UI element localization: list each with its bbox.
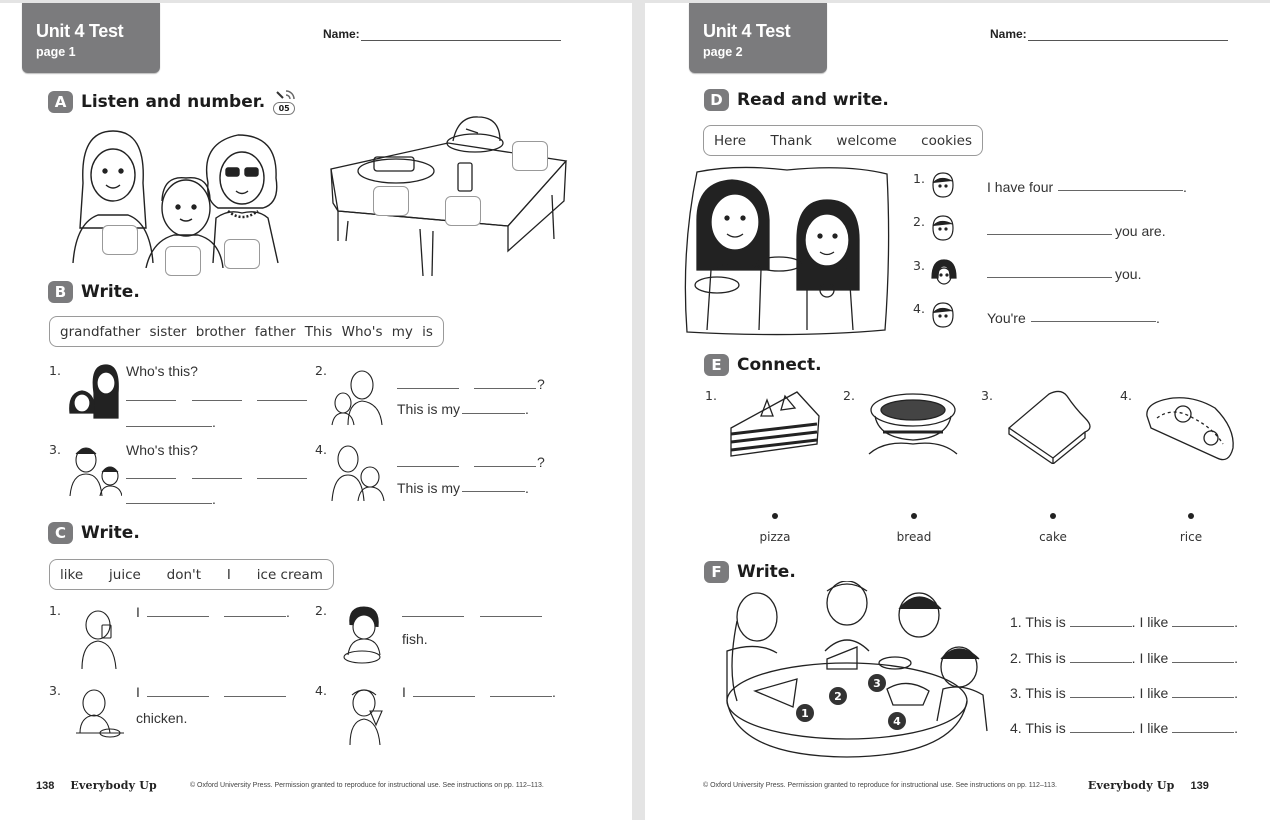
- answer-blank[interactable]: [257, 478, 307, 479]
- sentence-end: .: [1156, 310, 1160, 326]
- answer-blank[interactable]: [147, 696, 209, 697]
- word-bank-word: welcome: [836, 132, 897, 149]
- question-mark: ?: [537, 454, 545, 470]
- copyright-notice: © Oxford University Press. Permission granted to reproduce for instructional use. See instructions on pp. 112–113.: [189, 782, 544, 789]
- answer-blank[interactable]: [126, 503, 212, 504]
- unit-tab: [689, 3, 827, 73]
- section-title: Write.: [81, 523, 140, 543]
- sentence-start: I have four: [987, 179, 1054, 195]
- answer-blank[interactable]: [224, 616, 286, 617]
- word-bank-word: I: [226, 566, 231, 583]
- answer-blank[interactable]: [474, 388, 536, 389]
- answer-blank[interactable]: [397, 388, 459, 389]
- item-number: 4.: [1010, 720, 1022, 736]
- item-number: 4.: [913, 301, 925, 316]
- section-title: Read and write.: [737, 90, 889, 110]
- answer-blank[interactable]: [397, 466, 459, 467]
- word-bank-word: father: [254, 323, 296, 340]
- word-bank-word: ice cream: [256, 566, 323, 583]
- grandfather-boy-illustration: [330, 365, 385, 427]
- item-number: 4.: [315, 683, 327, 698]
- section-letter-badge: E: [704, 354, 729, 376]
- answer-box[interactable]: [165, 246, 201, 276]
- sentence-end: .: [1234, 614, 1239, 630]
- section-title: Write.: [737, 562, 796, 582]
- name-input-line[interactable]: [1028, 29, 1228, 41]
- answer-blank[interactable]: [1172, 687, 1234, 698]
- table-food-illustration: [328, 111, 568, 279]
- answer-box[interactable]: [445, 196, 481, 226]
- answer-blank[interactable]: [147, 616, 209, 617]
- section-e-heading: [704, 354, 822, 376]
- word-bank-word: Here: [714, 132, 747, 149]
- connect-dot[interactable]: [1050, 513, 1056, 519]
- answer-blank[interactable]: [413, 696, 475, 697]
- marker-3-icon: [867, 673, 887, 693]
- word-bank-word: Thank: [770, 132, 812, 149]
- answer-blank[interactable]: [1070, 687, 1132, 698]
- bread-picture: [1005, 388, 1097, 464]
- cake-picture: [727, 388, 823, 464]
- item-number: 1.: [49, 603, 61, 618]
- sentence-end: .: [1234, 720, 1239, 736]
- child-eating-chicken-illustration: [72, 685, 128, 743]
- marker-number: 3: [873, 677, 881, 690]
- item-number: 3.: [49, 442, 61, 457]
- word-bank: [49, 316, 444, 347]
- name-field: [990, 27, 1228, 41]
- worksheet-page-2: [645, 3, 1270, 820]
- brand-name: Everybody Up: [1087, 779, 1175, 792]
- sentence-start: I: [136, 684, 140, 700]
- brothers-illustration: [68, 444, 122, 496]
- item-number: 1.: [913, 171, 925, 186]
- sentence-end: .: [1234, 650, 1239, 666]
- answer-blank[interactable]: [192, 400, 242, 401]
- answer-blank[interactable]: [1070, 722, 1132, 733]
- name-label: Name:: [323, 27, 360, 41]
- kids-at-table-illustration: [697, 581, 997, 759]
- word-bank-word: grandfather: [60, 323, 141, 340]
- item-number: 2.: [843, 388, 855, 403]
- f-item-row: [1010, 685, 1238, 701]
- marker-number: 4: [893, 715, 901, 728]
- section-title: Write.: [81, 282, 140, 302]
- answer-blank[interactable]: [257, 400, 307, 401]
- answer-blank[interactable]: [126, 478, 176, 479]
- item-number: 1.: [49, 363, 61, 378]
- sentence-end: you.: [1115, 266, 1142, 282]
- word-bank-word: cookies: [921, 132, 972, 149]
- answer-blank[interactable]: [1070, 652, 1132, 663]
- marker-4-icon: [887, 711, 907, 731]
- question-mark: ?: [537, 376, 545, 392]
- sentence-end: .: [1234, 685, 1239, 701]
- item-number: 1.: [705, 388, 717, 403]
- answer-blank[interactable]: [1058, 190, 1183, 191]
- name-field: [323, 27, 561, 41]
- page-number: 139: [1190, 779, 1209, 792]
- answer-blank[interactable]: [474, 466, 536, 467]
- section-letter-badge: A: [48, 91, 73, 113]
- connect-dot[interactable]: [911, 513, 917, 519]
- father-girl-illustration: [330, 443, 385, 501]
- answer-blank[interactable]: [462, 413, 525, 414]
- sentence-middle: . I like: [1131, 614, 1169, 630]
- word-bank-word: Who's: [341, 323, 383, 340]
- f-item-row: [1010, 614, 1238, 630]
- word-bank: [49, 559, 334, 590]
- unit-title: Unit 4 Test: [36, 21, 124, 41]
- name-input-line[interactable]: [361, 29, 561, 41]
- marker-number: 2: [834, 690, 842, 703]
- unit-tab: [22, 3, 160, 73]
- section-c-heading: [48, 522, 140, 544]
- word-bank-word: don't: [166, 566, 202, 583]
- prompt-text: Who's this?: [126, 363, 198, 379]
- word-bank-word: sister: [149, 323, 187, 340]
- answer-blank[interactable]: [126, 400, 176, 401]
- sentence-start: This is: [1025, 650, 1066, 666]
- f-item-row: [1010, 650, 1238, 666]
- page-label: page 1: [36, 45, 76, 59]
- item-number: 2.: [315, 363, 327, 378]
- unit-title: Unit 4 Test: [703, 21, 791, 41]
- answer-blank[interactable]: [126, 426, 212, 427]
- sentence-end: .: [1183, 179, 1187, 195]
- word-bank-word: juice: [109, 566, 141, 583]
- answer-blank[interactable]: [1070, 616, 1132, 627]
- answer-blank[interactable]: [462, 491, 525, 492]
- marker-1-icon: [795, 703, 815, 723]
- page-footer: [703, 779, 1209, 792]
- name-label: Name:: [990, 27, 1027, 41]
- word-bank-word: my: [391, 323, 413, 340]
- sentence-start: This is: [1025, 614, 1066, 630]
- copyright-notice: © Oxford University Press. Permission granted to reproduce for instructional use. See instructions on pp. 112–113.: [703, 782, 1057, 789]
- sentence-middle: . I like: [1131, 720, 1169, 736]
- word-bank-word: This: [304, 323, 333, 340]
- item-number: 2.: [315, 603, 327, 618]
- section-title: Connect.: [737, 355, 822, 375]
- sentence-start: This is: [1025, 720, 1066, 736]
- prompt-text: Who's this?: [126, 442, 198, 458]
- section-d-heading: [704, 89, 889, 111]
- sentence-start: This is: [1025, 685, 1066, 701]
- answer-blank[interactable]: [480, 616, 542, 617]
- item-number: 2.: [1010, 650, 1022, 666]
- sentence-end: fish.: [402, 631, 428, 647]
- item-number: 4.: [1120, 388, 1132, 403]
- word-bank-word: brother: [195, 323, 246, 340]
- section-f-heading: [704, 561, 796, 583]
- audio-track-number: 05: [273, 102, 295, 115]
- child-eating-fish-illustration: [338, 605, 394, 667]
- answer-blank[interactable]: [1172, 722, 1234, 733]
- answer-box[interactable]: [224, 239, 260, 269]
- sentence-prefix: This is my: [397, 401, 460, 417]
- girl-face-icon: [930, 301, 956, 331]
- food-word: rice: [1179, 530, 1203, 544]
- child-drinking-juice-illustration: [72, 605, 128, 669]
- answer-blank[interactable]: [1172, 616, 1234, 627]
- item-number: 2.: [913, 214, 925, 229]
- food-word: pizza: [759, 530, 791, 544]
- section-title: Listen and number.: [81, 92, 266, 112]
- child-eating-ice-cream-illustration: [338, 685, 394, 745]
- sentence-start: I: [136, 604, 140, 620]
- answer-blank[interactable]: [490, 696, 552, 697]
- page-number: 138: [36, 779, 55, 792]
- item-number: 3.: [981, 388, 993, 403]
- sisters-illustration: [68, 363, 120, 421]
- f-item-row: [1010, 720, 1238, 736]
- item-number: 3.: [49, 683, 61, 698]
- word-bank-word: like: [60, 566, 84, 583]
- sentence-end: chicken.: [136, 710, 188, 726]
- marker-number: 1: [801, 707, 809, 720]
- rice-bowl-picture: [865, 388, 961, 464]
- girl-face-icon: [930, 214, 956, 244]
- girl-face-icon: [930, 258, 958, 288]
- food-word: bread: [896, 530, 932, 544]
- sentence-start: You're: [987, 310, 1026, 326]
- audio-track-icon: [273, 89, 299, 115]
- pizza-slice-picture: [1143, 388, 1239, 464]
- answer-blank[interactable]: [224, 696, 286, 697]
- section-b-heading: [48, 281, 140, 303]
- connect-dot[interactable]: [1188, 513, 1194, 519]
- girl-face-icon: [930, 171, 956, 201]
- sentence-prefix: This is my: [397, 480, 460, 496]
- section-letter-badge: C: [48, 522, 73, 544]
- answer-blank[interactable]: [1172, 652, 1234, 663]
- page-footer: [36, 779, 544, 792]
- section-letter-badge: D: [704, 89, 729, 111]
- brand-name: Everybody Up: [70, 779, 157, 792]
- answer-blank[interactable]: [402, 616, 464, 617]
- answer-blank[interactable]: [987, 277, 1112, 278]
- answer-blank[interactable]: [192, 478, 242, 479]
- sentence-middle: . I like: [1131, 650, 1169, 666]
- answer-box[interactable]: [373, 186, 409, 216]
- answer-blank[interactable]: [987, 234, 1112, 235]
- answer-box[interactable]: [102, 225, 138, 255]
- item-number: 4.: [315, 442, 327, 457]
- page-label: page 2: [703, 45, 743, 59]
- item-number: 3.: [1010, 685, 1022, 701]
- section-letter-badge: B: [48, 281, 73, 303]
- word-bank-word: is: [422, 323, 433, 340]
- answer-blank[interactable]: [1031, 321, 1156, 322]
- marker-2-icon: [828, 686, 848, 706]
- item-number: 1.: [1010, 614, 1022, 630]
- section-letter-badge: F: [704, 561, 729, 583]
- sentence-middle: . I like: [1131, 685, 1169, 701]
- item-number: 3.: [913, 258, 925, 273]
- sentence-end: you are.: [1115, 223, 1166, 239]
- section-a-heading: [48, 89, 299, 115]
- food-word: cake: [1039, 530, 1067, 544]
- connect-dot[interactable]: [772, 513, 778, 519]
- answer-box[interactable]: [512, 141, 548, 171]
- girls-sharing-cookies-illustration: [677, 160, 899, 340]
- word-bank: [703, 125, 983, 156]
- sentence-start: I: [402, 684, 406, 700]
- worksheet-page-1: Unit 4 Test page 1 Name: A Listen and number. 05 B Write. grandfather sister brother father This Who's my is 1. Who's this? . 2. ? This is my . 3. Who's this? . 4. ? This is my . C Write. like juice don't I ice cream 1. I . 2. fish. 3. I chicken. 4. I . 138 Everybody Up © Oxford University Press. Permission granted to reproduce for instructional use. See instructions on pp. 112–113.: [0, 3, 632, 820]
